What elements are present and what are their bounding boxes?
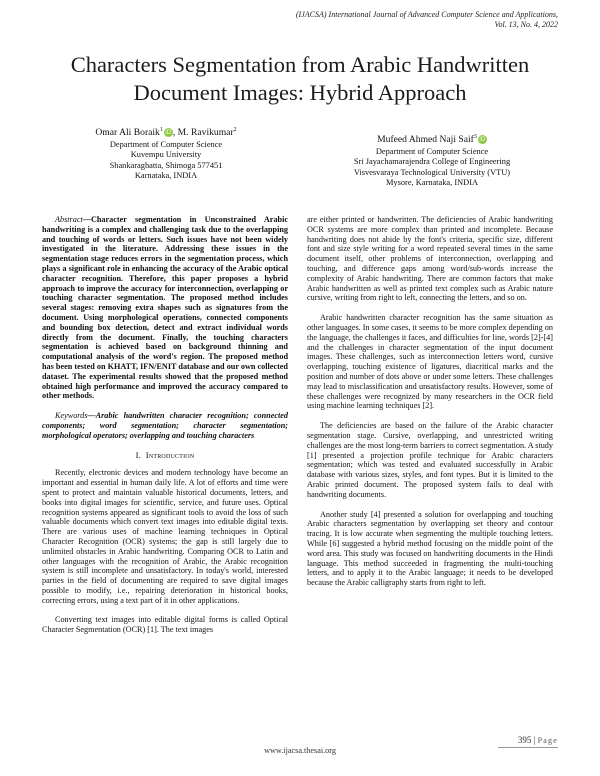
keywords	[42, 411, 288, 440]
author-address: Visvesvaraya Technological University (VTU)	[353, 167, 511, 177]
author-affiliation-sup: 1	[159, 126, 163, 133]
author-location: Mysore, Karnataka, INDIA	[385, 178, 479, 188]
paragraph: are either printed or handwritten. The deficiencies of Arabic handwriting OCR systems are more complex than printed and incomplete. Because handwriting does not abide by the font's criteria, specific size, different font and size style writing for a word repeated several times in the same document itself, other problems of interconnection, overlapping and touching, and difference gaps among word/sub-words increase the complexity of Arabic handwriting. There are common factors that make Arabic handwritten as well as printed text complex such as Arabic nature cursive, writing from right to left, connecting the letters, and so on.	[307, 215, 553, 303]
section-heading-introduction	[42, 451, 288, 461]
author-department: Department of Computer Science	[375, 147, 489, 156]
section-number: I.	[135, 449, 142, 460]
footer-url[interactable]: www.ijacsa.thesai.org	[264, 746, 336, 755]
author-name: Omar Ali Boraik	[95, 127, 160, 138]
paragraph: Arabic handwritten character recognition has the same situation as other languages. In some cases, it seems to be more complex depending on the language, the challenges it faces, and difficulties for line, words [2]-[4] and the challenges in character segmentation of the input document images. These challenges, such as interconnection letters word, cursive overlapping, touching existence of ligatures, diacritical marks and the position and number of dots above or under some letters. These challenges may lead to misclassification and unsatisfactory results. However, some of these challenges were recognized by many researchers in the OCR field using machine learning techniques [2].	[307, 313, 553, 411]
paragraph: The deficiencies are based on the failure of the Arabic character segmentation stage. Cursive, overlapping, and unrestricted writing challenges are the most long-term barriers to correct segmentation. A study [1] presented a projection profile technique for Arabic characters segmentation; which was tested and evaluated successfully in Arabic database with various sizes, styles, and font types. But it is limited to the Arabic printed document. The proposed system fails to deal with handwriting documents.	[307, 421, 553, 499]
abstract-label: Abstract	[55, 215, 83, 224]
abstract-text: —Character segmentation in Unconstrained Arabic handwriting is a complex and challenging task due to the overlapping and touching of words or letters. Such issues have not been widely investigated in the literature. Addressing these issues in the segmentation stage reduces errors in the segmentation process, which plays a significant role in enhancing the accuracy of the Arabic optical character recognition. Therefore, this paper proposes a hybrid approach to improve the accuracy for interconnection, overlapping or touching character segmentation. The proposed method includes several stages: removing extra shapes such as signatures from the document. Using morphological operations, connected components and bounding box detection, detect and extract individual words directly from the document. Finally, the touching characters segmentation is achieved based on background thinning and computational analysis of the word's region. The proposed method has been tested on KHATT, IFN/ENIT database and our own collected dataset. The experimental results showed that the proposed method obtained high performance and improved the accuracy compared to other methods.	[42, 215, 288, 401]
title-line-2: Document Images: Hybrid Approach	[133, 80, 467, 105]
abstract	[42, 215, 288, 401]
paper-title	[40, 51, 560, 107]
author-location: Karnataka, INDIA	[134, 171, 198, 181]
author-address: Shankaraghatta, Shimoga 577451	[109, 160, 223, 170]
author-institution: Kuvempu University	[130, 150, 202, 160]
journal-name: (IJACSA) International Journal of Advanced Computer Science and Applications,	[295, 10, 558, 19]
title-line-1: Characters Segmentation from Arabic Handwritten	[70, 52, 530, 77]
author-names	[42, 127, 290, 139]
page-number	[518, 735, 558, 745]
journal-volume: Vol. 13, No. 4, 2022	[494, 20, 558, 29]
paragraph: Recently, electronic devices and modern technology have become an important and essential in human daily life. A lot of efforts and time were spent to protect and maintain valuable historical documents, letters, and books into digital images for scientific, service, and future uses. Optical recognition systems appeared as significant tools to avoid the loss of such valuable documents which convert text images into editable digital texts. There are various uses of machine learning techniques in Optical Character Recognition (OCR) systems; the gap is still largely due to unlimited obstacles in Arabic handwriting. Comparing OCR to Latin and other languages with the recognition of Arabic, the Arabic recognition system is still incomplete and unsatisfactory. In today's world, interested parties in the field of documenting are required to save digital images possible to modify, i.e., repairing deterioration in historical books, correcting errors, using a text part of it in other applications.	[42, 468, 288, 605]
keywords-text: —Arabic handwritten character recognition; connected components; word segmentation; character segmentation; morphological operators; overlapping and touching characters	[42, 411, 288, 440]
author-block-2	[307, 134, 557, 189]
author-names	[307, 134, 557, 146]
orcid-icon[interactable]: iD	[165, 129, 172, 136]
orcid-icon[interactable]: iD	[479, 136, 486, 143]
page-word: Page	[537, 736, 558, 745]
left-column	[42, 215, 288, 645]
author-affiliation-sup: 2	[233, 126, 237, 133]
keywords-label: Keywords	[55, 411, 88, 421]
page-number-value: 395	[517, 735, 532, 745]
right-column	[307, 215, 553, 598]
author-name: , M. Ravikumar	[172, 127, 234, 138]
paragraph: Converting text images into editable digital forms is called Optical Character Segmentation (OCR) [1]. The text images	[42, 615, 288, 635]
author-institution: Sri Jayachamarajendra College of Engineering	[353, 157, 511, 167]
author-department: Department of Computer Science	[109, 140, 223, 149]
journal-header	[198, 10, 558, 30]
author-block-1	[42, 127, 290, 182]
paragraph: Another study [4] presented a solution for overlapping and touching Arabic characters segmentation by overlapping set theory and contour tracing. It is low accurate when segmenting the multiple touching letters. While [6] suggested a hybrid method focusing on the middle point of the word area. This study was focused on handwriting documents in the Hindi language. This method succeeded in fragmenting the multi-touching letters, and to apply it to the Arabic language; it needs to be developed because the Arabic calligraphy starts from right to left.	[307, 509, 553, 588]
section-title: Introduction	[145, 449, 195, 460]
page-separator: |	[531, 735, 538, 745]
author-affiliation-sup: 3	[473, 133, 477, 140]
author-name: Mufeed Ahmed Naji Saif	[377, 134, 474, 145]
